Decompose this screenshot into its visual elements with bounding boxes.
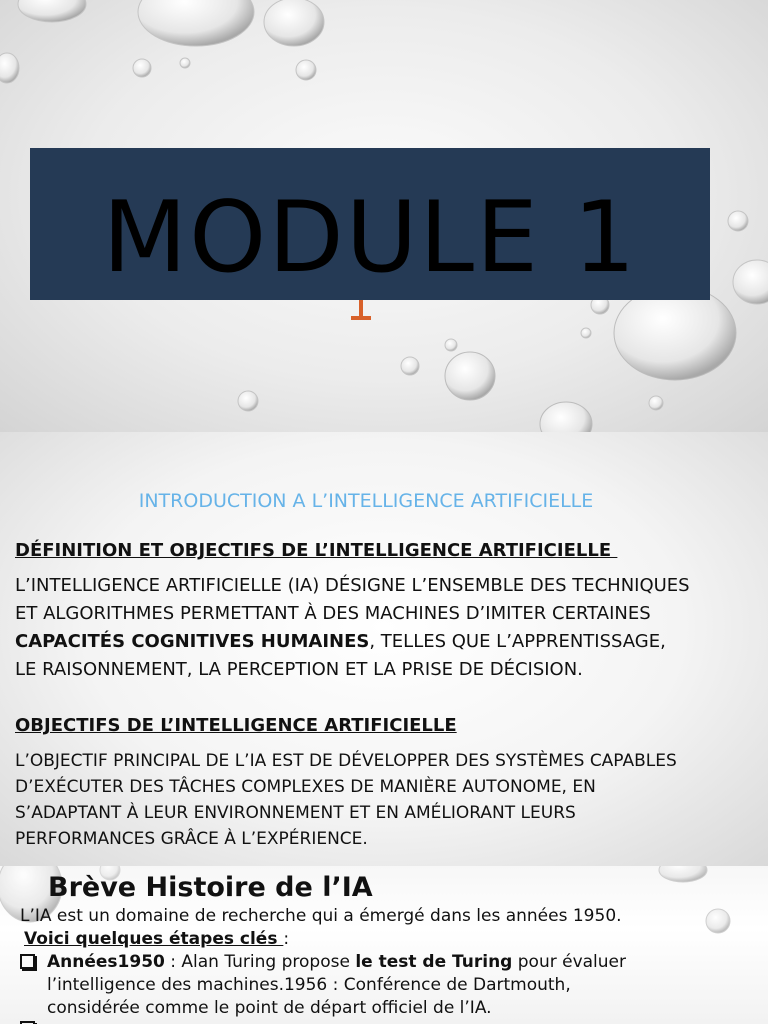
heading-definition: DÉFINITION ET OBJECTIFS DE L’INTELLIGENCE ARTIFICIELLE (15, 540, 618, 561)
paragraph-line: PERFORMANCES GRÂCE À L’EXPÉRIENCE. (15, 829, 368, 849)
paragraph-line: L’OBJECTIF PRINCIPAL DE L’IA EST DE DÉVELOPPER DES SYSTÈMES CAPABLES (15, 751, 677, 771)
year-label: Années1950 (47, 952, 165, 972)
item-text: l’intelligence des machines.1956 : Conférence de Dartmouth, (47, 975, 571, 995)
bold-text: CAPACITÉS COGNITIVES HUMAINES (15, 631, 370, 652)
item-text: pour évaluer (512, 952, 627, 972)
slide-introduction (0, 432, 768, 866)
slide-title: Brève Histoire de l’IA (48, 872, 373, 903)
paragraph-line: LE RAISONNEMENT, LA PERCEPTION ET LA PRISE DE DÉCISION. (15, 659, 583, 680)
section-subtitle: INTRODUCTION A L’INTELLIGENCE ARTIFICIELLE (138, 490, 594, 512)
heading-objectives: OBJECTIFS DE L’INTELLIGENCE ARTIFICIELLE (15, 715, 457, 736)
paragraph-line: ET ALGORITHMES PERMETTANT À DES MACHINES D’IMITER CERTAINES (15, 603, 651, 624)
paragraph-text: , TELLES QUE L’APPRENTISSAGE, (369, 631, 666, 652)
slide-title: MODULE 1 (102, 181, 638, 295)
paragraph-line: L’INTELLIGENCE ARTIFICIELLE (IA) DÉSIGNE L’ENSEMBLE DES TECHNIQUES (15, 575, 690, 596)
slide-module-title (0, 0, 768, 432)
objectives-paragraph (15, 748, 755, 852)
bold-text: le test de Turing (355, 952, 513, 972)
history-intro: L’IA est un domaine de recherche qui a émergé dans les années 1950. (20, 906, 622, 926)
paragraph-line (15, 628, 755, 656)
timeline-item (47, 951, 626, 1020)
paragraph-line: D’EXÉCUTER DES TÂCHES COMPLEXES DE MANIÈRE AUTONOME, EN (15, 777, 596, 797)
key-steps-colon: : (283, 929, 290, 949)
item-text: considérée comme le point de départ officiel de l’IA. (47, 998, 492, 1018)
checkbox-bullet-icon (20, 954, 35, 969)
key-steps-heading (24, 928, 289, 951)
paragraph-line: S’ADAPTANT À LEUR ENVIRONNEMENT ET EN AMÉLIORANT LEURS (15, 803, 576, 823)
item-text: : Alan Turing propose (164, 952, 356, 972)
slide-history (0, 866, 768, 1024)
definition-paragraph (15, 572, 755, 684)
key-steps-label: Voici quelques étapes clés (24, 929, 284, 949)
orange-accent-mark (351, 298, 371, 322)
